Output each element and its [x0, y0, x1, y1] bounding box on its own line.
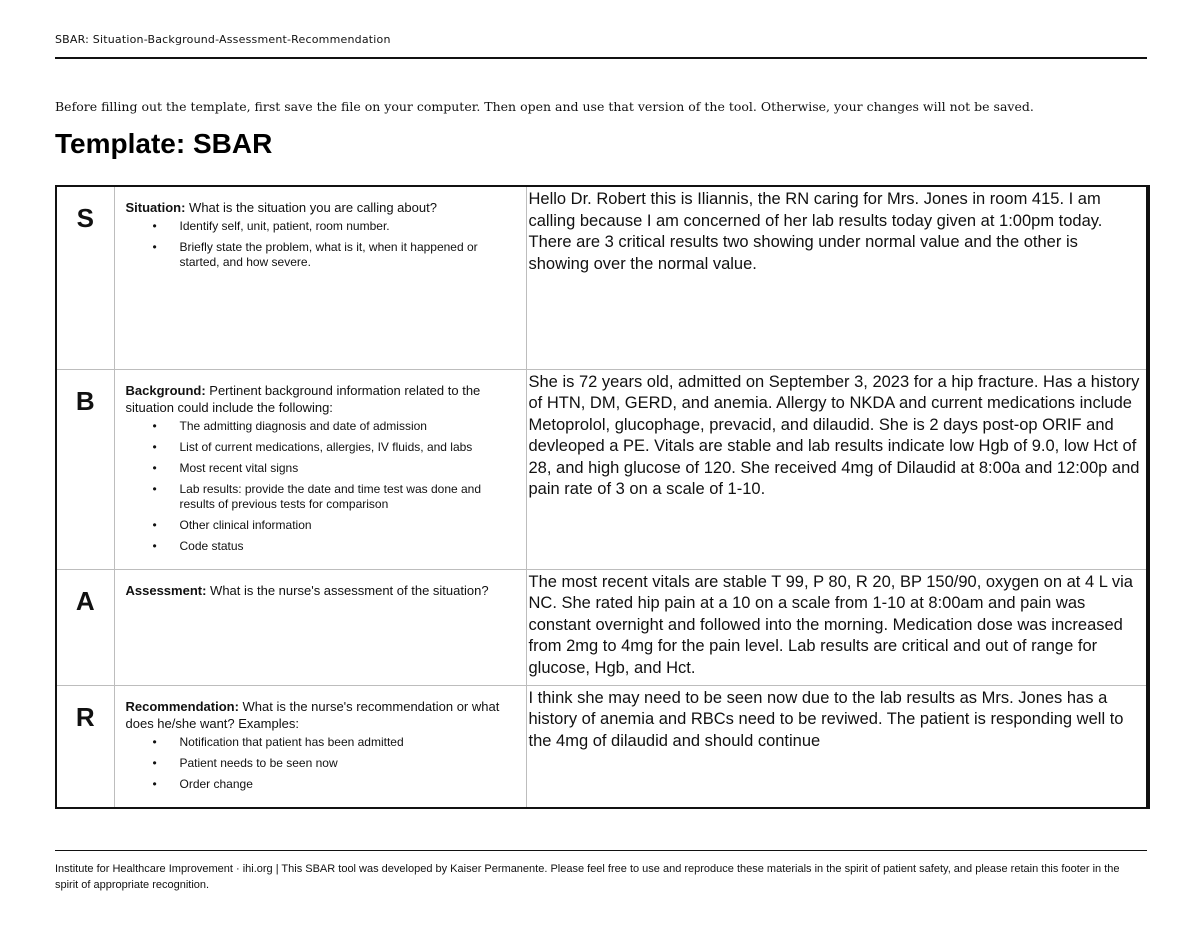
sbar-letter: A: [75, 585, 95, 616]
sbar-prompt-cell: [114, 369, 526, 569]
prompt-bullet-text: Lab results: provide the date and time test was done and results of previous tests for comparison: [179, 481, 482, 511]
bullet-icon: •: [152, 240, 157, 254]
sbar-table: [55, 185, 1150, 809]
sbar-prompt-cell: [114, 685, 526, 808]
prompt-bullet-text: Briefly state the problem, what is it, when it happened or started, and how severe.: [179, 240, 478, 269]
response-text: I think she may need to be seen now due to the lab results as Mrs. Jones has a history of anemia and RBCs need to be reviwed. The patient is responding well to the 4mg of dilaudid and should continue: [528, 688, 1124, 750]
sbar-response-field[interactable]: [526, 186, 1148, 369]
prompt-bullet-item: [126, 240, 512, 270]
sbar-prompt-cell: [114, 569, 526, 685]
prompt-bullet-item: [126, 440, 512, 455]
response-text: Hello Dr. Robert this is Iliannis, the RN caring for Mrs. Jones in room 415. I am calling because I am concerned of her lab results today given at 1:00pm today. There are 3 critical results two showing under normal value and the other is showing over the normal value.: [528, 190, 1103, 273]
prompt-bullet-item: [126, 756, 512, 771]
prompt-bullet-list: [126, 735, 512, 792]
prompt-bullet-text: Order change: [179, 776, 253, 791]
prompt-bullet-item: [126, 419, 512, 434]
prompt-bullet-text: Notification that patient has been admitted: [179, 734, 404, 749]
prompt-bullet-item: [126, 518, 512, 533]
sbar-letter-cell: [56, 369, 114, 569]
footer-credit: Institute for Healthcare Improvement · ihi.org | This SBAR tool was developed by Kaiser Permanente. Please feel free to use and reproduce these materials in the spirit of patient safety, and please retain this footer in the spirit of appropriate recognition.: [55, 863, 1120, 891]
prompt-bullet-item: [126, 539, 512, 554]
footer-divider: [55, 850, 1147, 851]
bullet-icon: •: [152, 439, 157, 454]
prompt-bullet-text: Most recent vital signs: [179, 460, 299, 475]
sbar-response-field[interactable]: [526, 569, 1148, 685]
sbar-row-assessment: [56, 569, 1148, 685]
prompt-bullet-text: The admitting diagnosis and date of admission: [179, 418, 427, 433]
sbar-letter-cell: [56, 569, 114, 685]
save-instruction: Before filling out the template, first save the file on your computer. Then open and use that version of the tool. Otherwise, your changes will not be saved.: [55, 99, 1034, 114]
prompt-bullet-text: Identify self, unit, patient, room number.: [179, 219, 390, 233]
document-header-title: SBAR: Situation-Background-Assessment-Recommendation: [55, 33, 391, 46]
prompt-bullet-text: Other clinical information: [179, 517, 312, 532]
bullet-icon: •: [152, 734, 157, 749]
prompt-label: Recommendation:: [125, 698, 239, 714]
prompt-label: Situation:: [125, 200, 186, 215]
sbar-row-recommendation: [56, 685, 1148, 808]
page-title: Template: SBAR: [55, 128, 273, 159]
prompt-text: Pertinent background information related to the situation could include the following:: [125, 382, 481, 415]
bullet-icon: •: [152, 755, 157, 770]
prompt-bullet-item: [126, 461, 512, 476]
prompt-bullet-list: [126, 419, 512, 554]
sbar-response-field[interactable]: [526, 369, 1148, 569]
prompt-text: What is the nurse's recommendation or what does he/she want? Examples:: [125, 698, 500, 731]
sbar-letter: S: [76, 203, 94, 233]
response-text: The most recent vitals are stable T 99, P 80, R 20, BP 150/90, oxygen on at 4 L via NC. She rated hip pain at a 10 on a scale from 1-10 at 8:00am and pain was constant overnight and followed into the morning. Medication dose was increased from 2mg to 4mg for the pain level. Lab results are critical and out of range for glucose, Hgb, and Hct.: [528, 572, 1133, 677]
prompt-text: What is the nurse's assessment of the situation?: [206, 582, 489, 598]
prompt-bullet-item: [126, 735, 512, 750]
prompt-label: Assessment:: [125, 582, 207, 598]
sbar-row-situation: [56, 186, 1148, 369]
bullet-icon: •: [152, 418, 157, 433]
sbar-row-background: [56, 369, 1148, 569]
bullet-icon: •: [152, 776, 157, 791]
sbar-letter: R: [75, 701, 95, 732]
prompt-bullet-item: [126, 219, 512, 234]
bullet-icon: •: [152, 517, 157, 532]
sbar-response-field[interactable]: [526, 685, 1148, 808]
header-divider: [55, 57, 1147, 59]
sbar-letter-cell: [56, 685, 114, 808]
prompt-bullet-text: Code status: [179, 538, 244, 553]
prompt-bullet-list: [126, 219, 512, 270]
bullet-icon: •: [152, 481, 157, 496]
prompt-bullet-item: [126, 777, 512, 792]
prompt-bullet-text: List of current medications, allergies, IV fluids, and labs: [179, 439, 473, 454]
prompt-bullet-item: [126, 482, 512, 512]
prompt-text: What is the situation you are calling about?: [185, 200, 437, 215]
sbar-letter-cell: [56, 186, 114, 369]
bullet-icon: •: [152, 460, 157, 475]
prompt-bullet-text: Patient needs to be seen now: [179, 755, 338, 770]
bullet-icon: •: [152, 219, 157, 233]
bullet-icon: •: [152, 538, 157, 553]
sbar-prompt-cell: [114, 186, 526, 369]
prompt-label: Background:: [125, 382, 206, 398]
response-text: She is 72 years old, admitted on September 3, 2023 for a hip fracture. Has a history of HTN, DM, GERD, and anemia. Allergy to NKDA and current medications include Metoprolol, glucophage, prevacid, and dilaudid. She is 2 days post-op ORIF and devleoped a PE. Vitals are stable and lab results indicate low Hgb of 9.0, low Hct of 28, and high glucose of 120. She received 4mg of Dilaudid at 8:00a and 12:00p and pain rate of 3 on a scale of 1-10.: [528, 372, 1140, 498]
sbar-letter: B: [75, 385, 95, 416]
